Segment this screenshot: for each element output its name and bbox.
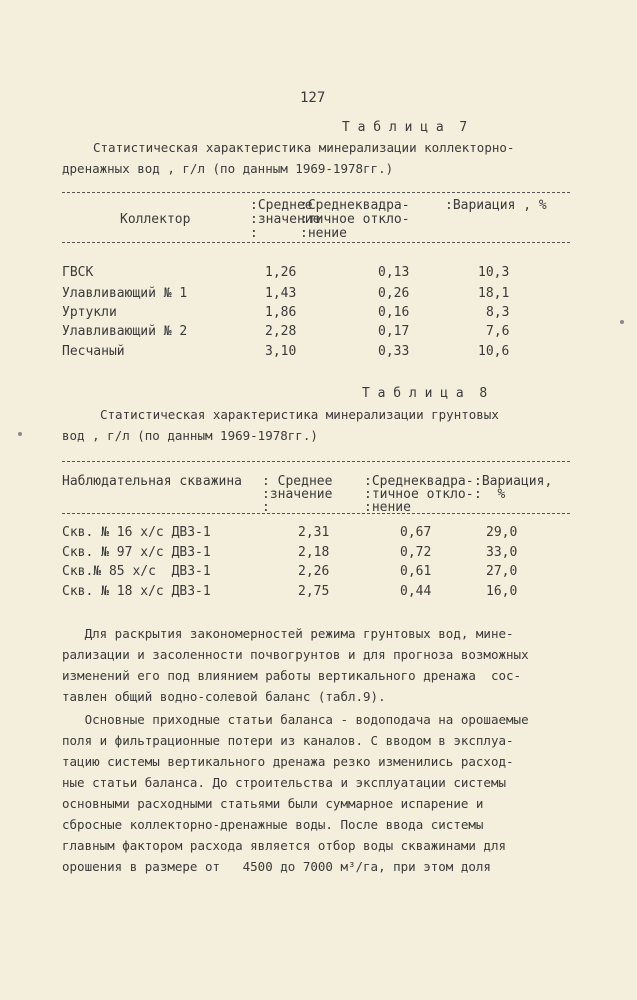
table8-row-mean: 2,26 [298, 564, 330, 579]
table8-title-line1: Статистическая характеристика минерализации грунтовых [100, 407, 499, 422]
table8-row-name: Скв. № 16 х/с ДВЗ-1 [62, 525, 211, 540]
table8-header-mean-1: : Среднее [262, 474, 333, 489]
table7-row-mean: 1,26 [265, 265, 297, 280]
table8-row-std: 0,67 [400, 525, 432, 540]
table7-header-collector: Коллектор [120, 212, 191, 227]
table7-row-std: 0,17 [378, 324, 410, 339]
table7-header-std-1: :Среднеквадра- [300, 198, 410, 213]
table7-title-line2: дренажных вод , г/л (по данным 1969-1978гг.) [62, 161, 394, 176]
table8-header-std-1: :Среднеквадра- [364, 474, 474, 489]
table8-header-var-1: :Вариация, [474, 474, 553, 489]
table8-row-name: Скв. № 97 х/с ДВЗ-1 [62, 545, 211, 560]
table8-row-std: 0,61 [400, 564, 432, 579]
table7-header-std-2: :тичное откло- [300, 212, 410, 227]
table7-header-std-3: :нение [300, 226, 347, 241]
table8-row-mean: 2,75 [298, 584, 330, 599]
table8-row-var: 27,0 [486, 564, 518, 579]
table8-header-std-2: :тичное откло- [364, 487, 474, 502]
table8-header-rule [62, 513, 570, 514]
body-line: сбросные коллекторно-дренажные воды. После ввода системы [62, 817, 484, 832]
table7-row-name: Уртукли [62, 305, 117, 320]
table7-header-var: :Вариация , % [445, 198, 547, 213]
table7-row-mean: 3,10 [265, 344, 297, 359]
body-line: Основные приходные статьи баланса - водоподача на орошаемые [62, 712, 529, 727]
table7-header-mean-2: :значение [250, 212, 321, 227]
table7-row-name: Песчаный [62, 344, 125, 359]
table7-row-name: Улавливающий № 1 [62, 286, 188, 301]
table7-row-var: 18,1 [478, 286, 510, 301]
body-line: Для раскрытия закономерностей режима грунтовых вод, мине- [62, 626, 514, 641]
table7-row-var: 7,6 [486, 324, 510, 339]
table7-header-mean-3: : [250, 226, 258, 241]
body-line: основными расходными статьями были суммарное испарение и [62, 796, 484, 811]
table8-header-mean-2: :значение [262, 487, 333, 502]
table7-row-mean: 1,86 [265, 305, 297, 320]
table7-label: Т а б л и ц а 7 [342, 120, 468, 135]
table8-row-name: Скв. № 18 х/с ДВЗ-1 [62, 584, 211, 599]
table7-row-std: 0,33 [378, 344, 410, 359]
table8-row-std: 0,72 [400, 545, 432, 560]
body-line: главным фактором расхода является отбор воды скважинами для [62, 838, 507, 853]
table7-header-rule [62, 242, 570, 243]
body-line: изменений его под влиянием работы вертикального дренажа сос- [62, 668, 522, 683]
body-line: тацию системы вертикального дренажа резко изменились расход- [62, 754, 514, 769]
table7-row-mean: 2,28 [265, 324, 297, 339]
table8-row-mean: 2,18 [298, 545, 330, 560]
table8-header-var-2: : % [474, 487, 506, 502]
table8-title-line2: вод , г/л (по данным 1969-1978гг.) [62, 428, 318, 443]
table7-title-line1: Статистическая характеристика минерализации коллекторно- [93, 140, 515, 155]
table7-row-std: 0,13 [378, 265, 410, 280]
table8-header-std-3: :нение [364, 500, 411, 515]
table8-header-mean-3: : [262, 500, 270, 515]
table7-top-rule [62, 192, 570, 193]
table7-row-std: 0,26 [378, 286, 410, 301]
table7-header-mean-1: :Среднее [250, 198, 313, 213]
table7-row-name: Улавливающий № 2 [62, 324, 188, 339]
table8-row-var: 16,0 [486, 584, 518, 599]
table8-header-well: Наблюдательная скважина [62, 474, 243, 489]
table8-label: Т а б л и ц а 8 [362, 386, 488, 401]
table8-row-mean: 2,31 [298, 525, 330, 540]
body-line: поля и фильтрационные потери из каналов. С вводом в эксплуа- [62, 733, 514, 748]
table7-row-var: 10,3 [478, 265, 510, 280]
table7-row-std: 0,16 [378, 305, 410, 320]
table8-top-rule [62, 461, 570, 462]
page-number: 127 [300, 90, 326, 106]
body-line: рализации и засоленности почвогрунтов и для прогноза возможных [62, 647, 529, 662]
body-line: орошения в размере от 4500 до 7000 м³/га, при этом доля [62, 859, 491, 874]
table7-row-var: 10,6 [478, 344, 510, 359]
body-line: ные статьи баланса. До строительства и эксплуатации системы [62, 775, 507, 790]
body-line: тавлен общий водно-солевой баланс (табл.9). [62, 689, 386, 704]
table8-row-var: 29,0 [486, 525, 518, 540]
table7-row-mean: 1,43 [265, 286, 297, 301]
table8-row-var: 33,0 [486, 545, 518, 560]
table7-row-var: 8,3 [486, 305, 510, 320]
table8-row-name: Скв.№ 85 х/с ДВЗ-1 [62, 564, 211, 579]
table7-row-name: ГВСК [62, 265, 94, 280]
scan-speck [18, 432, 22, 436]
table8-row-std: 0,44 [400, 584, 432, 599]
scan-speck [620, 320, 624, 324]
